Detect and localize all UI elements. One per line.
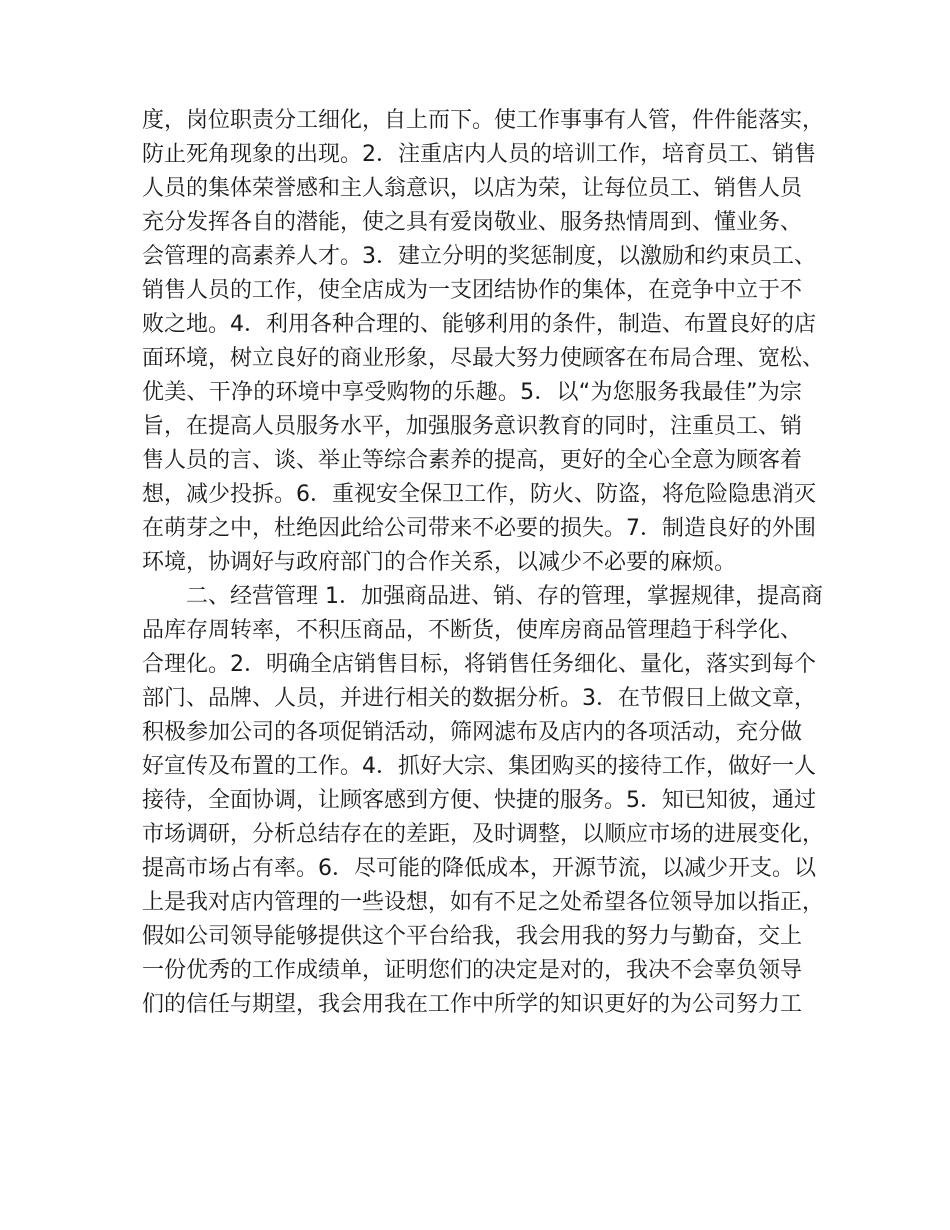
text-line: 旨，在提高人员服务水平，加强服务意识教育的同时，注重员工、销	[142, 414, 803, 439]
text-line: 优美、干净的环境中享受购物的乐趣。5．以“为您服务我最佳”为宗	[142, 380, 802, 405]
text-line: 销售人员的工作，使全店成为一支团结协作的集体，在竞争中立于不	[142, 278, 803, 303]
text-line: 人员的集体荣誉感和主人翁意识，以店为荣，让每位员工、销售人员	[142, 176, 803, 201]
text-line: 提高市场占有率。6．尽可能的降低成本，开源节流，以减少开支。以	[142, 856, 816, 881]
text-line: 积极参加公司的各项促销活动，筛网滤布及店内的各项活动，充分做	[142, 720, 803, 745]
text-line: 售人员的言、谈、举止等综合素养的提高，更好的全心全意为顾客着	[142, 448, 803, 473]
text-line: 败之地。4．利用各种合理的、能够利用的条件，制造、布置良好的店	[142, 312, 816, 337]
text-line: 假如公司领导能够提供这个平台给我，我会用我的努力与勤奋，交上	[142, 924, 803, 949]
text-line: 们的信任与期望，我会用我在工作中所学的知识更好的为公司努力工	[142, 992, 803, 1017]
text-line: 一份优秀的工作成绩单，证明您们的决定是对的，我决不会辜负领导	[142, 958, 803, 983]
document-page	[142, 104, 825, 1022]
text-line: 环境，协调好与政府部门的合作关系，以减少不必要的麻烦。	[142, 550, 737, 575]
text-line: 接待，全面协调，让顾客感到方便、快捷的服务。5．知已知彼，通过	[142, 788, 816, 813]
text-line: 防止死角现象的出现。2．注重店内人员的培训工作，培育员工、销售	[142, 142, 816, 167]
text-line: 会管理的高素养人才。3．建立分明的奖惩制度，以激励和约束员工、	[142, 244, 816, 269]
text-line: 合理化。2．明确全店销售目标，将销售任务细化、量化，落实到每个	[142, 652, 816, 677]
text-line: 部门、品牌、人员，并进行相关的数据分析。3．在节假日上做文章，	[142, 686, 816, 711]
text-line: 上是我对店内管理的一些设想，如有不足之处希望各位领导加以指正，	[142, 890, 825, 915]
section-heading-line: 二、经营管理 1．加强商品进、销、存的管理，掌握规律，提高商	[186, 584, 823, 609]
text-line: 面环境，树立良好的商业形象，尽最大努力使顾客在布局合理、宽松、	[142, 346, 825, 371]
text-line: 市场调研，分析总结存在的差距，及时调整，以顺应市场的进展变化，	[142, 822, 825, 847]
text-line: 好宣传及布置的工作。4．抓好大宗、集团购买的接待工作，做好一人	[142, 754, 816, 779]
text-line: 在萌芽之中，杜绝因此给公司带来不必要的损失。7．制造良好的外围	[142, 516, 816, 541]
text-line: 度，岗位职责分工细化，自上而下。使工作事事有人管，件件能落实，	[142, 108, 825, 133]
text-line: 想，减少投拆。6．重视安全保卫工作，防火、防盗，将危险隐患消灭	[142, 482, 816, 507]
text-line: 充分发挥各自的潜能，使之具有爱岗敬业、服务热情周到、懂业务、	[142, 210, 803, 235]
text-line: 品库存周转率，不积压商品，不断货，使库房商品管理趋于科学化、	[142, 618, 803, 643]
